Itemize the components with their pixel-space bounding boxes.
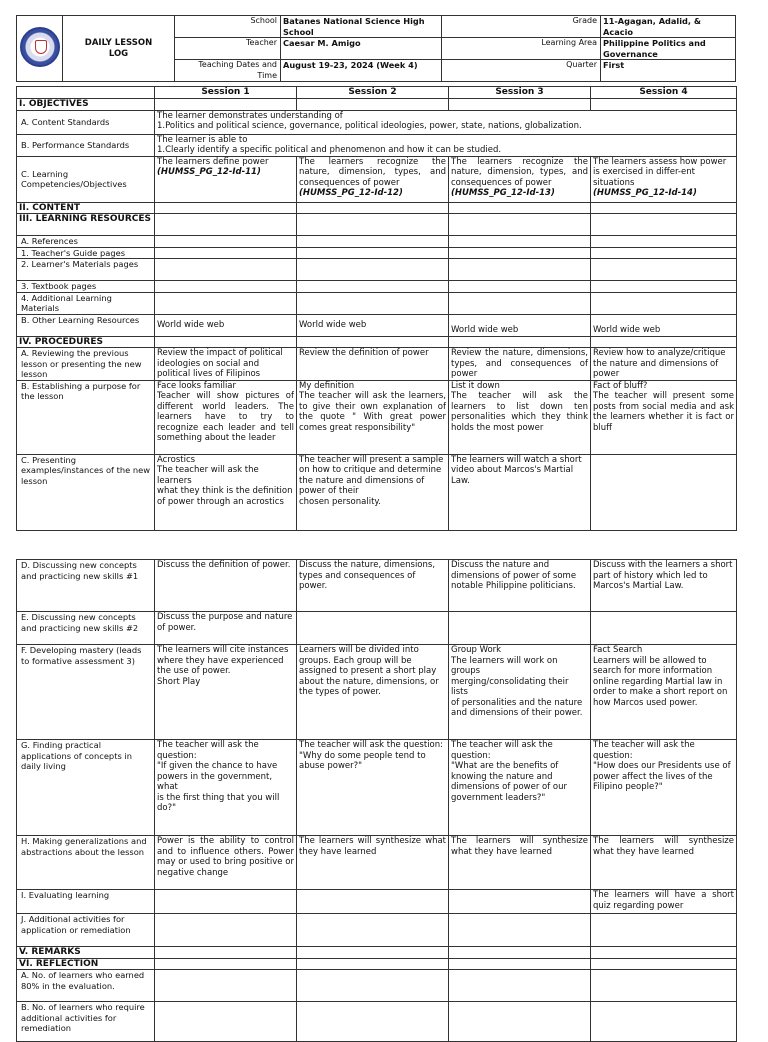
blank-cell — [155, 236, 297, 248]
procedure-i-cell — [297, 890, 449, 914]
blank-cell — [591, 214, 737, 236]
blank-cell — [155, 947, 297, 959]
procedure-i-label: I. Evaluating learning — [17, 890, 155, 914]
blank-cell — [297, 947, 449, 959]
procedure-c-cell: Acrostics The teacher will ask the learners what they think is the definition of power through an acrostics — [155, 454, 297, 530]
competency-cell — [155, 156, 297, 202]
blank-cell — [449, 958, 591, 970]
blank-cell — [297, 1002, 449, 1042]
procedure-g-label: G. Finding practical applications of concepts in daily living — [17, 740, 155, 836]
procedure-g-cell: The teacher will ask the question: "If given the chance to have powers in the government, what is the first thing that you will do?" — [155, 740, 297, 836]
teacher-value: Caesar M. Amigo — [281, 38, 442, 60]
blank-cell — [449, 336, 591, 348]
competency-text: The learners recognize the nature, dimension, types, and consequences of power — [451, 156, 588, 188]
other-resource: World wide web — [449, 314, 591, 336]
procedure-g-cell: The teacher will ask the question: "How does our Presidents use of power affect the lives of the Filipino people?" — [591, 740, 737, 836]
blank-cell — [297, 292, 449, 314]
procedure-e-cell — [591, 612, 737, 645]
teacher-guide-label: 1. Teacher's Guide pages — [17, 247, 155, 259]
school-label: School — [175, 16, 281, 38]
procedure-f-cell: The learners will cite instances where they have experienced the use of power. Short Play — [155, 645, 297, 740]
blank-cell — [591, 281, 737, 293]
procedure-d-label: D. Discussing new concepts and practicing new skills #1 — [17, 560, 155, 612]
teacher-label: Teacher — [175, 38, 281, 60]
header-table — [16, 15, 736, 82]
blank-cell — [591, 259, 737, 281]
competency-cell — [591, 156, 737, 202]
blank-cell — [449, 214, 591, 236]
blank-cell — [297, 259, 449, 281]
blank-cell — [591, 947, 737, 959]
session-header: Session 3 — [449, 87, 591, 99]
blank-cell — [155, 99, 297, 111]
procedure-e-cell — [297, 612, 449, 645]
blank-cell — [155, 970, 297, 1002]
competency-text: The learners assess how power is exercised in differ-ent situations — [593, 156, 727, 188]
reflection-b-label: B. No. of learners who require additional activities for remediation — [17, 1002, 155, 1042]
blank-cell — [297, 236, 449, 248]
competency-cell — [297, 156, 449, 202]
blank-cell — [449, 247, 591, 259]
procedure-d-cell: Discuss the nature and dimensions of power of some notable Philippine politicians. — [449, 560, 591, 612]
reflection-a-label: A. No. of learners who earned 80% in the evaluation. — [17, 970, 155, 1002]
competency-code: (HUMSS_PG_12-Id-13) — [451, 188, 555, 198]
session-header: Session 4 — [591, 87, 737, 99]
procedure-f-cell: Group Work The learners will work on groups merging/consolidating their lists of personalities and the nature and dimensions of their power. — [449, 645, 591, 740]
quarter-value: First — [601, 60, 736, 82]
procedure-f-cell: Learners will be divided into groups. Each group will be assigned to present a short play about the nature, dimensions, or the types of power. — [297, 645, 449, 740]
blank-cell — [155, 292, 297, 314]
lesson-table-part-1 — [16, 86, 737, 531]
blank-cell — [449, 1002, 591, 1042]
blank-cell — [297, 202, 449, 214]
blank-cell — [449, 947, 591, 959]
procedure-h-cell: The learners will synthesize what they have learned — [449, 836, 591, 890]
references-label: A. References — [17, 236, 155, 248]
other-resource: World wide web — [297, 314, 449, 336]
procedure-b-cell: Fact of bluff? The teacher will present some posts from social media and ask the learners whether it is fact or bluff — [591, 380, 737, 454]
procedure-i-cell — [449, 890, 591, 914]
competencies-label: C. Learning Competencies/Objectives — [17, 156, 155, 202]
other-resources-label: B. Other Learning Resources — [17, 314, 155, 336]
session-header: Session 2 — [297, 87, 449, 99]
procedure-h-cell: The learners will synthesize what they have learned — [591, 836, 737, 890]
procedure-b-label: B. Establishing a purpose for the lesson — [17, 380, 155, 454]
blank-cell — [155, 247, 297, 259]
procedure-c-cell: The teacher will present a sample on how to critique and determine the nature and dimensions of power of their chosen personality. — [297, 454, 449, 530]
competency-cell — [449, 156, 591, 202]
blank-cell — [297, 214, 449, 236]
blank-cell — [297, 970, 449, 1002]
blank-cell — [591, 202, 737, 214]
blank-cell — [297, 958, 449, 970]
procedure-h-cell: The learners will synthesize what they have learned — [297, 836, 449, 890]
blank-cell — [449, 99, 591, 111]
competency-code: (HUMSS_PG_12-Id-11) — [157, 167, 261, 177]
other-resource: World wide web — [591, 314, 737, 336]
blank-cell — [155, 214, 297, 236]
competency-code: (HUMSS_PG_12-Id-12) — [299, 188, 403, 198]
objectives-heading: I. OBJECTIVES — [17, 99, 155, 111]
learner-materials-label: 2. Learner's Materials pages — [17, 259, 155, 281]
procedure-g-cell: The teacher will ask the question: "What are the benefits of knowing the nature and dimensions of power of our government leaders?" — [449, 740, 591, 836]
grade-value: 11-Agagan, Adalid, & Acacio — [601, 16, 736, 38]
blank-cell — [297, 99, 449, 111]
procedures-heading: IV. PROCEDURES — [17, 336, 155, 348]
content-standards-label: A. Content Standards — [17, 110, 155, 134]
procedure-f-label: F. Developing mastery (leads to formative assessment 3) — [17, 645, 155, 740]
blank-cell — [591, 914, 737, 947]
procedure-e-label: E. Discussing new concepts and practicing new skills #2 — [17, 612, 155, 645]
blank-cell — [155, 281, 297, 293]
dates-value: August 19-23, 2024 (Week 4) — [281, 60, 442, 82]
procedure-a-cell: Review how to analyze/critique the nature and dimensions of power — [591, 348, 737, 381]
procedure-e-cell: Discuss the purpose and nature of power. — [155, 612, 297, 645]
additional-materials-label: 4. Additional Learning Materials — [17, 292, 155, 314]
blank-cell — [155, 958, 297, 970]
competency-text: The learners recognize the nature, dimension, types, and consequences of power — [299, 156, 446, 188]
blank-cell — [591, 247, 737, 259]
other-resource: World wide web — [155, 314, 297, 336]
area-label: Learning Area — [442, 38, 601, 60]
deped-seal-icon — [20, 27, 60, 67]
blank-cell — [155, 1002, 297, 1042]
school-value: Batanes National Science High School — [281, 16, 442, 38]
procedure-b-cell: Face looks familiar Teacher will show pictures of different world leaders. The learners have to try to recognize each leader and tell something about the leader — [155, 380, 297, 454]
procedure-i-cell — [155, 890, 297, 914]
blank-cell — [297, 247, 449, 259]
blank-cell — [297, 336, 449, 348]
blank-cell — [591, 236, 737, 248]
blank-cell — [17, 87, 155, 99]
blank-cell — [297, 914, 449, 947]
procedure-f-cell: Fact Search Learners will be allowed to search for more information online regarding Martial law in order to make a short report on how Marcos used power. — [591, 645, 737, 740]
resources-heading: III. LEARNING RESOURCES — [17, 214, 155, 236]
blank-cell — [449, 236, 591, 248]
procedure-h-label: H. Making generalizations and abstractions about the lesson — [17, 836, 155, 890]
procedure-d-cell: Discuss with the learners a short part of history which led to Marcos's Martial Law. — [591, 560, 737, 612]
procedure-e-cell — [449, 612, 591, 645]
blank-cell — [155, 336, 297, 348]
procedure-c-cell — [591, 454, 737, 530]
blank-cell — [449, 259, 591, 281]
blank-cell — [591, 292, 737, 314]
procedure-a-cell: Review the nature, dimensions, types, and consequences of power — [449, 348, 591, 381]
lesson-table-part-2 — [16, 559, 737, 1042]
procedure-b-cell: List it down The teacher will ask the learners to list down ten personalities which they think holds the most power — [449, 380, 591, 454]
blank-cell — [155, 914, 297, 947]
blank-cell — [591, 958, 737, 970]
procedure-d-cell: Discuss the definition of power. — [155, 560, 297, 612]
reflection-heading: VI. REFLECTION — [17, 958, 155, 970]
performance-standards-value: The learner is able to 1.Clearly identify a specific political and phenomenon and how it can be studied. — [155, 134, 737, 156]
session-header: Session 1 — [155, 87, 297, 99]
procedure-c-cell: The learners will watch a short video about Marcos's Martial Law. — [449, 454, 591, 530]
procedure-g-cell: The teacher will ask the question: "Why do some people tend to abuse power?" — [297, 740, 449, 836]
blank-cell — [297, 281, 449, 293]
procedure-b-cell: My definition The teacher will ask the learners, to give their own explanation of the quote " With great power comes great responsibility" — [297, 380, 449, 454]
blank-cell — [449, 970, 591, 1002]
performance-standards-label: B. Performance Standards — [17, 134, 155, 156]
procedure-i-cell: The learners will have a short quiz regarding power — [591, 890, 737, 914]
content-standards-value: The learner demonstrates understanding of 1.Politics and political science, governance, political ideologies, power, state, nations, globalization. — [155, 110, 737, 134]
area-value: Philippine Politics and Governance — [601, 38, 736, 60]
blank-cell — [155, 202, 297, 214]
blank-cell — [591, 99, 737, 111]
blank-cell — [591, 1002, 737, 1042]
doc-title: DAILY LESSON LOG — [63, 16, 175, 82]
remarks-heading: V. REMARKS — [17, 947, 155, 959]
blank-cell — [155, 259, 297, 281]
procedure-h-cell: Power is the ability to control and to influence others. Power may or used to bring positive or negative change — [155, 836, 297, 890]
blank-cell — [449, 292, 591, 314]
blank-cell — [591, 336, 737, 348]
dates-label: Teaching Dates and Time — [175, 60, 281, 82]
competency-text: The learners define power — [157, 156, 269, 167]
procedure-d-cell: Discuss the nature, dimensions, types and consequences of power. — [297, 560, 449, 612]
logo-cell — [17, 16, 63, 82]
procedure-a-cell: Review the impact of political ideologies on social and political lives of Filipinos — [155, 348, 297, 381]
grade-label: Grade — [442, 16, 601, 38]
blank-cell — [449, 281, 591, 293]
blank-cell — [449, 202, 591, 214]
blank-cell — [449, 914, 591, 947]
procedure-a-label: A. Reviewing the previous lesson or presenting the new lesson — [17, 348, 155, 381]
procedure-c-label: C. Presenting examples/instances of the new lesson — [17, 454, 155, 530]
competency-code: (HUMSS_PG_12-Id-14) — [593, 188, 697, 198]
textbook-label: 3. Textbook pages — [17, 281, 155, 293]
procedure-a-cell: Review the definition of power — [297, 348, 449, 381]
blank-cell — [591, 970, 737, 1002]
content-heading: II. CONTENT — [17, 202, 155, 214]
quarter-label: Quarter — [442, 60, 601, 82]
procedure-j-label: J. Additional activities for application or remediation — [17, 914, 155, 947]
